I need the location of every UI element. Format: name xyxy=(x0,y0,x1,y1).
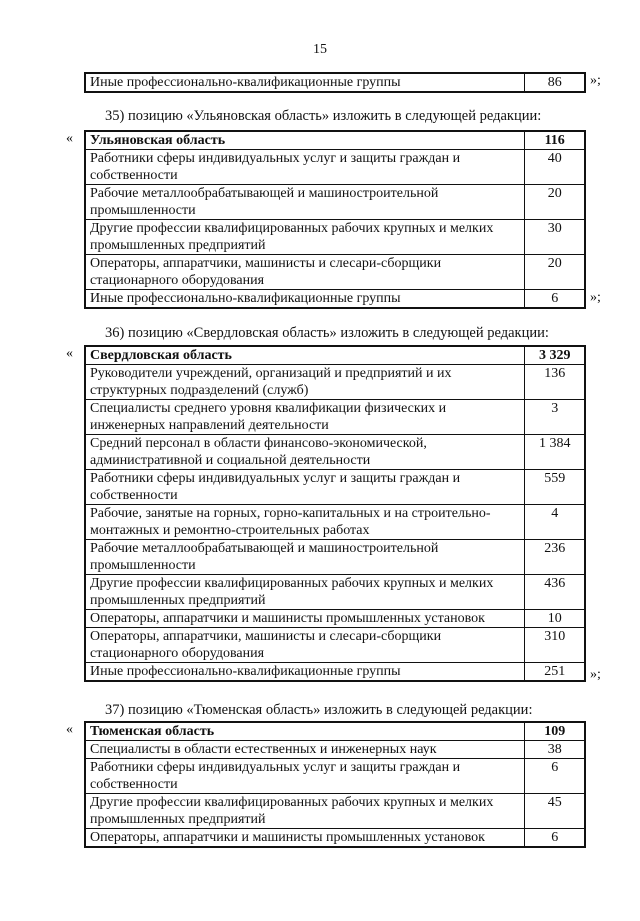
row-name: Работники сферы индивидуальных услуг и защиты граждан и собственности xyxy=(85,759,525,794)
open-quote: « xyxy=(66,131,73,146)
row-name: Руководители учреждений, организаций и предприятий и их структурных подразделений (служб) xyxy=(85,365,525,400)
closing-mark: »; xyxy=(590,73,601,88)
row-value: 20 xyxy=(525,255,585,290)
table-row xyxy=(85,540,585,575)
region-total: 109 xyxy=(525,722,585,741)
row-name: Рабочие, занятые на горных, горно-капитальных и на строительно-монтажных и ремонтно-строительных работах xyxy=(85,505,525,540)
table-row xyxy=(85,663,585,682)
row-name: Специалисты среднего уровня квалификации физических и инженерных направлений деятельности xyxy=(85,400,525,435)
row-value: 559 xyxy=(525,470,585,505)
row-value: 136 xyxy=(525,365,585,400)
row-name: Другие профессии квалифицированных рабочих крупных и мелких промышленных предприятий xyxy=(85,794,525,829)
row-name: Операторы, аппаратчики, машинисты и слесари-сборщики стационарного оборудования xyxy=(85,628,525,663)
row-name: Работники сферы индивидуальных услуг и защиты граждан и собственности xyxy=(85,150,525,185)
table-row xyxy=(85,505,585,540)
region-table-tyumen xyxy=(84,721,586,848)
open-quote: « xyxy=(66,346,73,361)
row-name: Рабочие металлообрабатывающей и машиностроительной промышленности xyxy=(85,185,525,220)
table-row xyxy=(85,759,585,794)
top-fragment-table-wrap xyxy=(84,72,586,93)
row-value: 251 xyxy=(525,663,585,682)
section-intro: 37) позицию «Тюменская область» изложить в следующей редакции: xyxy=(105,702,533,718)
top-fragment-table xyxy=(84,72,586,93)
table-row xyxy=(85,741,585,759)
table-row xyxy=(85,150,585,185)
row-value: 38 xyxy=(525,741,585,759)
section-intro: 35) позицию «Ульяновская область» изложить в следующей редакции: xyxy=(105,108,542,124)
row-name: Иные профессионально-квалификационные группы xyxy=(85,73,525,92)
region-table-ulyanovsk xyxy=(84,130,586,309)
row-value: 436 xyxy=(525,575,585,610)
table-row xyxy=(85,628,585,663)
table-row xyxy=(85,610,585,628)
region-total: 3 329 xyxy=(525,346,585,365)
table-row xyxy=(85,365,585,400)
table-row xyxy=(85,794,585,829)
row-value: 6 xyxy=(525,829,585,848)
row-value: 3 xyxy=(525,400,585,435)
row-value: 6 xyxy=(525,759,585,794)
row-name: Иные профессионально-квалификационные группы xyxy=(85,290,525,309)
table-header-row xyxy=(85,131,585,150)
section-table-wrap xyxy=(84,721,586,848)
table-row xyxy=(85,255,585,290)
row-value: 30 xyxy=(525,220,585,255)
row-name: Операторы, аппаратчики и машинисты промышленных установок xyxy=(85,829,525,848)
region-name: Тюменская область xyxy=(85,722,525,741)
region-table-sverdlovsk xyxy=(84,345,586,682)
region-total: 116 xyxy=(525,131,585,150)
row-value: 45 xyxy=(525,794,585,829)
table-row xyxy=(85,435,585,470)
table-row xyxy=(85,185,585,220)
open-quote: « xyxy=(66,722,73,737)
row-value: 40 xyxy=(525,150,585,185)
row-name: Операторы, аппаратчики, машинисты и слесари-сборщики стационарного оборудования xyxy=(85,255,525,290)
row-name: Операторы, аппаратчики и машинисты промышленных установок xyxy=(85,610,525,628)
row-name: Специалисты в области естественных и инженерных наук xyxy=(85,741,525,759)
region-name: Свердловская область xyxy=(85,346,525,365)
table-header-row xyxy=(85,346,585,365)
closing-mark: »; xyxy=(590,667,601,682)
table-row xyxy=(85,290,585,309)
row-value: 1 384 xyxy=(525,435,585,470)
row-value: 20 xyxy=(525,185,585,220)
row-value: 310 xyxy=(525,628,585,663)
row-value: 236 xyxy=(525,540,585,575)
table-header-row xyxy=(85,722,585,741)
page-number: 15 xyxy=(313,42,327,57)
section-table-wrap xyxy=(84,345,586,682)
table-row xyxy=(85,829,585,848)
row-name: Другие профессии квалифицированных рабочих крупных и мелких промышленных предприятий xyxy=(85,575,525,610)
table-row xyxy=(85,575,585,610)
row-name: Рабочие металлообрабатывающей и машиностроительной промышленности xyxy=(85,540,525,575)
row-value: 10 xyxy=(525,610,585,628)
row-name: Средний персонал в области финансово-экономической, административной и социальной деятельности xyxy=(85,435,525,470)
section-table-wrap xyxy=(84,130,586,309)
table-row xyxy=(85,220,585,255)
section-intro: 36) позицию «Свердловская область» изложить в следующей редакции: xyxy=(105,325,549,341)
table-row xyxy=(85,73,585,92)
table-row xyxy=(85,400,585,435)
row-name: Работники сферы индивидуальных услуг и защиты граждан и собственности xyxy=(85,470,525,505)
closing-mark: »; xyxy=(590,290,601,305)
row-value: 6 xyxy=(525,290,585,309)
region-name: Ульяновская область xyxy=(85,131,525,150)
row-name: Другие профессии квалифицированных рабочих крупных и мелких промышленных предприятий xyxy=(85,220,525,255)
row-value: 4 xyxy=(525,505,585,540)
table-row xyxy=(85,470,585,505)
row-value: 86 xyxy=(525,73,585,92)
row-name: Иные профессионально-квалификационные группы xyxy=(85,663,525,682)
